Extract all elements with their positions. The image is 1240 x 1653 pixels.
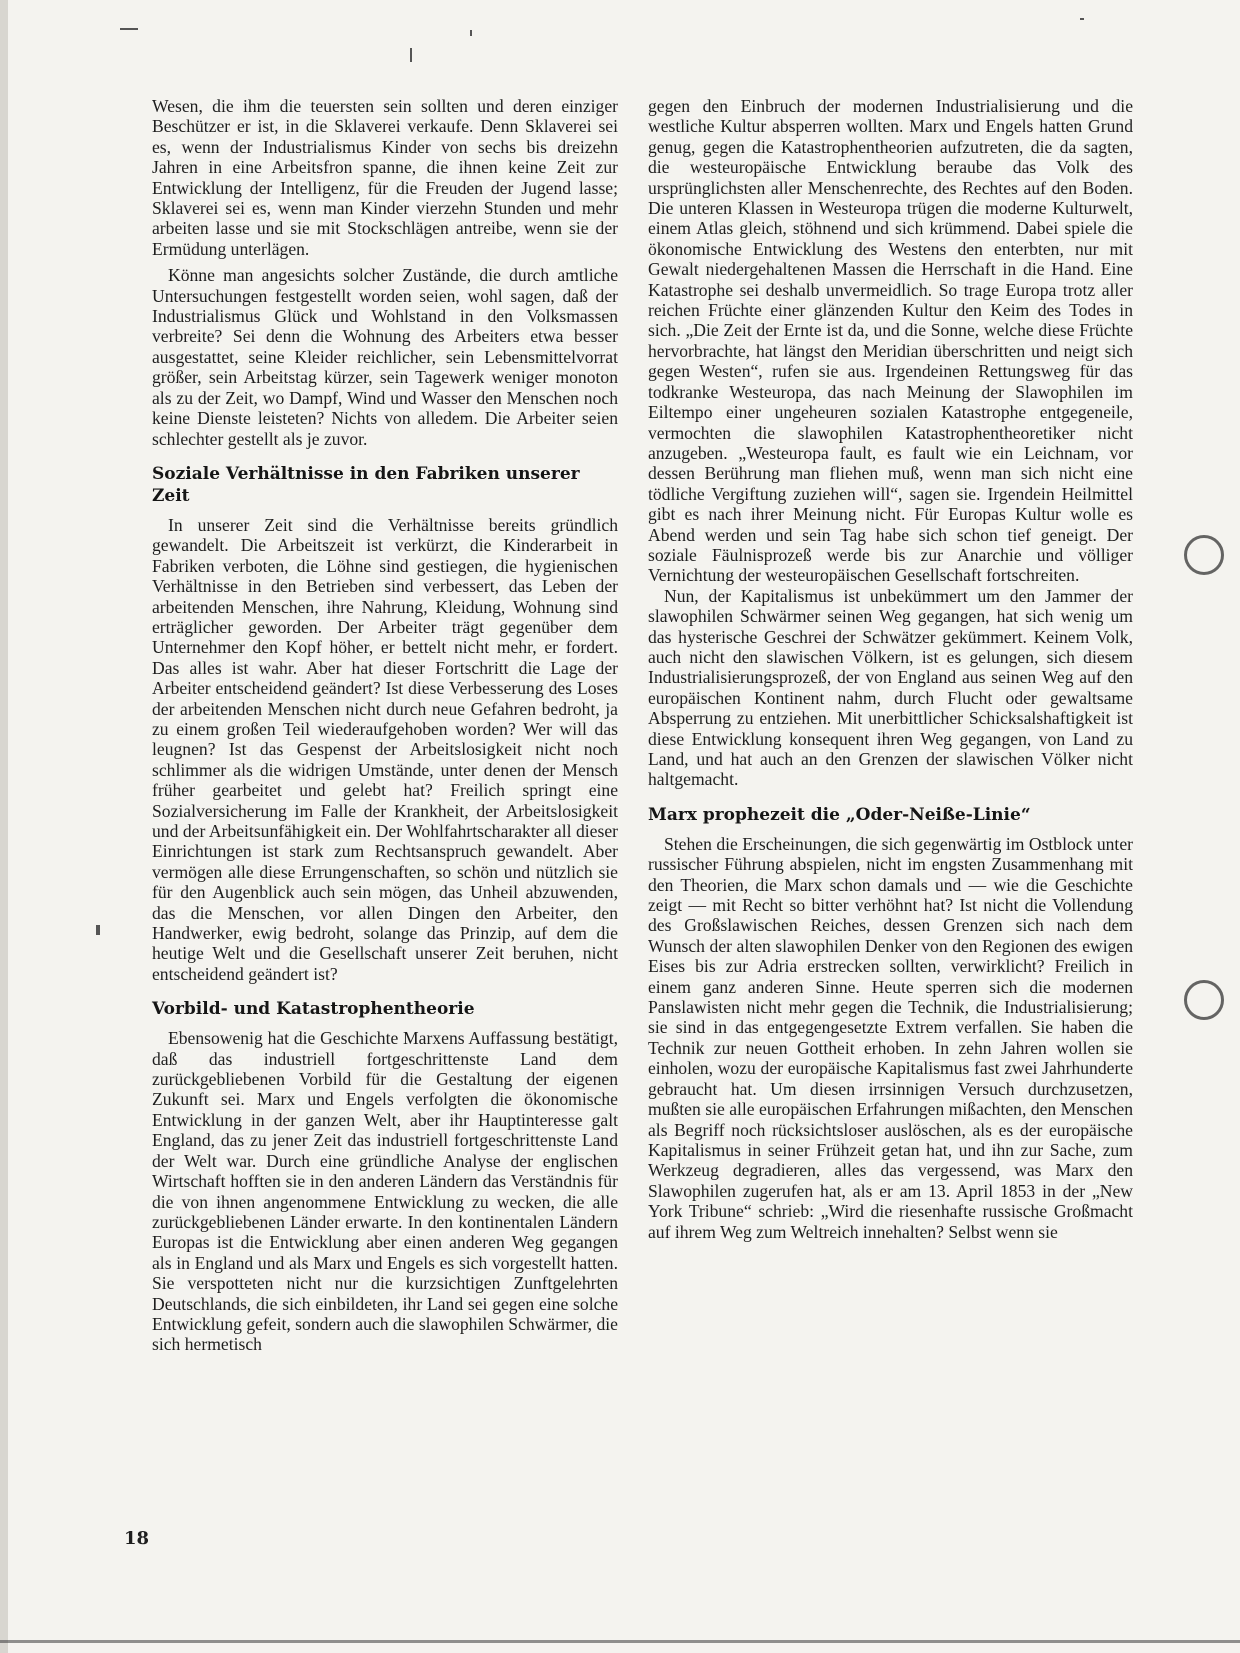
bottom-rule [0,1640,1240,1643]
left-column [152,96,618,1355]
page-number: 18 [124,1528,150,1549]
scan-speck [410,48,412,62]
section-heading-soziale-verhaeltnisse: Soziale Verhältnisse in den Fabriken unserer Zeit [152,463,580,506]
right-paragraph-1: gegen den Einbruch der modernen Industrialisierung und die westliche Kultur absperren wollten. Marx und Engels hatten Grund genug, gegen die Katastrophentheorien aufzutreten, die da sagten, die westeuropäische Entwicklung beraube das Volk des ursprünglichsten aller Menschenrechte, des Rechtes auf den Boden. Die unteren Klassen in Westeuropa trügen die moderne Kulturwelt, einem Atlas gleich, stöhnend und sich krümmend. Dabei spiele die ökonomische Entwicklung des Westens den enterbten, nur mit Gewalt niedergehaltenen Massen die Herrschaft in die Hand. Eine Katastrophe sei deshalb unvermeidlich. So trage Europa trotz aller reichen Früchte einer glänzenden Kultur den Keim des Todes in sich. „Die Zeit der Ernte ist da, und die Sonne, welche diese Früchte hervorbrachte, hat längst den Meridian überschritten und neigt sich gegen Westen“, rufen sie aus. Irgendeinen Rettungsweg für das todkranke Westeuropa, das nach Meinung der Slawophilen im Eiltempo einer ungeheuren sozialen Katastrophe entgegeneile, vermochten die slawophilen Katastrophentheoretiker nicht anzugeben. „Westeuropa fault, es fault wie ein Leichnam, vor dessen Berührung man fliehen muß, wenn man sich nicht eine tödliche Vergiftung zuziehen will“, sagen sie. Irgendein Heilmittel gibt es nach ihrer Meinung nicht. Für Europas Kultur wolle es Abend werden und sein Tag habe sich schon tief geneigt. Der soziale Fäulnisprozeß werde bis zur Anarchie und völliger Vernichtung der westeuropäischen Gesellschaft fortschreiten. [648,96,1133,586]
right-column [648,96,1133,1242]
scan-speck [96,925,100,935]
section-heading-vorbild-katastrophentheorie: Vorbild- und Katastrophentheorie [152,999,475,1020]
left-paragraph-2: Könne man angesichts solcher Zustände, die durch amtliche Untersuchungen festgestellt worden seien, wohl sagen, daß der Industrialismus Glück und Wohlstand in den Volksmassen verbreite? Sei denn die Wohnung des Arbeiters etwa besser ausgestattet, seine Kleider reichlicher, sein Lebensmittelvorrat größer, sein Arbeitstag kürzer, sein Tagewerk weniger monoton als zu der Zeit, wo Dampf, Wind und Wasser den Menschen noch keine Dienste leisteten? Nichts von alledem. Die Arbeiter seien schlechter gestellt als je zuvor. [152,265,618,449]
left-paragraph-4: Ebensowenig hat die Geschichte Marxens Auffassung bestätigt, daß das industriell fortgeschrittenste Land dem zurückgebliebenen Vorbild für die Gestaltung der eigenen Zukunft sei. Marx und Engels verfolgten die ökonomische Entwicklung in der ganzen Welt, aber ihr Hauptinteresse galt England, das zu jener Zeit das industriell fortgeschrittenste Land der Welt war. Durch eine gründliche Analyse der englischen Wirtschaft hofften sie in den anderen Ländern das Verständnis für die von ihnen angenommene Entwicklung zu wecken, die alle zurückgebliebenen Länder erwarte. In den kontinentalen Ländern Europas ist die Entwicklung aber einen anderen Weg gegangen als in England und als Marx und Engels es sich vorgestellt hatten. Sie verspotteten nicht nur die kurzsichtigen Zunftgelehrten Deutschlands, die sich einbildeten, ihr Land sei gegen eine solche Entwicklung gefeit, sondern auch die slawophilen Schwärmer, die sich hermetisch [152,1028,618,1355]
scan-speck [470,30,472,36]
right-paragraph-3: Stehen die Erscheinungen, die sich gegenwärtig im Ostblock unter russischer Führung abspielen, nicht im engsten Zusammenhang mit den Theorien, die Marx schon damals und — wie die Geschichte zeigt — mit Recht so bitter verhöhnt hat? Ist nicht die Vollendung des Großslawischen Reiches, dessen Grenzen sich nach dem Wunsch der alten slawophilen Denker von den Regionen des ewigen Eises bis zur Adria erstrecken sollten, verwirklicht? Freilich in einem ganz anderen Sinne. Heute sperren sich die modernen Panslawisten nicht mehr gegen die Technik, die Industrialisierung; sie sind in das entgegengesetzte Extrem verfallen. Sie haben die Technik zur neuen Gottheit erhoben. In zehn Jahren wollen sie einholen, wozu der europäische Kapitalismus fast zwei Jahrhunderte gebraucht hat. Um diesen irrsinnigen Versuch durchzusetzen, mußten sie alle europäischen Erfahrungen mißachten, den Menschen als Begriff noch rücksichtsloser auslöschen, als es der europäische Kapitalismus in seiner Frühzeit getan hat, und ihn zur Sache, zum Werkzeug degradieren, alles das vergessend, was Marx den Slawophilen zugerufen hat, als er am 13. April 1853 in der „New York Tribune“ schrieb: „Wird die riesenhafte russische Großmacht auf ihrem Weg zum Weltreich innehalten? Selbst wenn sie [648,833,1133,1242]
right-paragraph-2: Nun, der Kapitalismus ist unbekümmert um den Jammer der slawophilen Schwärmer seinen Weg gegangen, hat sich wenig um das hysterische Geschrei der Schwätzer gekümmert. Keinem Volk, auch nicht den slawischen Völkern, ist es gelungen, sich diesem Industrialisierungsprozeß, der von England aus seinen Weg auf den europäischen Kontinent nahm, durch Flucht oder gewaltsame Absperrung zu entziehen. Mit unerbittlicher Schicksalshaftigkeit ist diese Entwicklung konsequent ihren Weg gegangen, von Land zu Land, und hat auch an den Grenzen der slawischen Völker nicht haltgemacht. [648,585,1133,790]
page-edge-shadow [0,0,8,1653]
archive-stamp-mark [1184,980,1224,1020]
archive-stamp-mark [1184,535,1224,575]
scan-speck [1080,18,1084,20]
scan-speck [120,28,138,30]
left-paragraph-1: Wesen, die ihm die teuersten sein sollten und deren einziger Beschützer er ist, in die Sklaverei verkaufe. Denn Sklaverei sei es, wenn der Industrialismus Kinder von sechs bis dreizehn Jahren in eine Arbeitsfron spanne, die ihnen keine Zeit zur Entwicklung der Intelligenz, für die Freuden der Jugend lasse; Sklaverei sei es, wenn man Kinder vierzehn Stunden und mehr arbeiten lasse und sie mit Stockschlägen antreibe, wenn sie der Ermüdung unterlägen. [152,96,618,259]
left-paragraph-3: In unserer Zeit sind die Verhältnisse bereits gründlich gewandelt. Die Arbeitszeit ist verkürzt, die Kinderarbeit in Fabriken verboten, die Löhne sind gestiegen, die hygienischen Verhältnisse in den Betrieben sind verbessert, das Leben der arbeitenden Menschen, ihre Nahrung, Kleidung, Wohnung sind erträglicher geworden. Der Arbeiter trägt gegenüber dem Unternehmer den Kopf höher, er bettelt nicht mehr, er fordert. Das alles ist wahr. Aber hat dieser Fortschritt die Lage der Arbeiter entscheidend geändert? Ist diese Verbesserung des Loses der arbeitenden Menschen nicht durch neue Gefahren bedroht, ja zu einem großen Teil wiederaufgehoben worden? Wer will das leugnen? Ist das Gespenst der Arbeitslosigkeit nicht noch schlimmer als die widrigen Umstände, unter denen der Mensch früher gearbeitet und gelebt hat? Freilich springt eine Sozialversicherung im Falle der Krankheit, der Arbeitslosigkeit und der Arbeitsunfähigkeit ein. Der Wohlfahrtscharakter all dieser Einrichtungen ist stark zum Rechtsanspruch gewandelt. Aber vermögen alle diese Errungenschaften, so schön und nützlich sie für den Augenblick auch sein mögen, das Unheil abzuwenden, das die Menschen, vor allen Dingen den Arbeiter, den Handwerker, ewig bedroht, solange das Prinzip, auf dem die heutige Welt und die Gesellschaft unserer Zeit beruhen, nicht entscheidend geändert ist? [152,514,618,984]
section-heading-oder-neisse-linie: Marx prophezeit die „Oder-Neiße-Linie“ [648,804,1031,825]
